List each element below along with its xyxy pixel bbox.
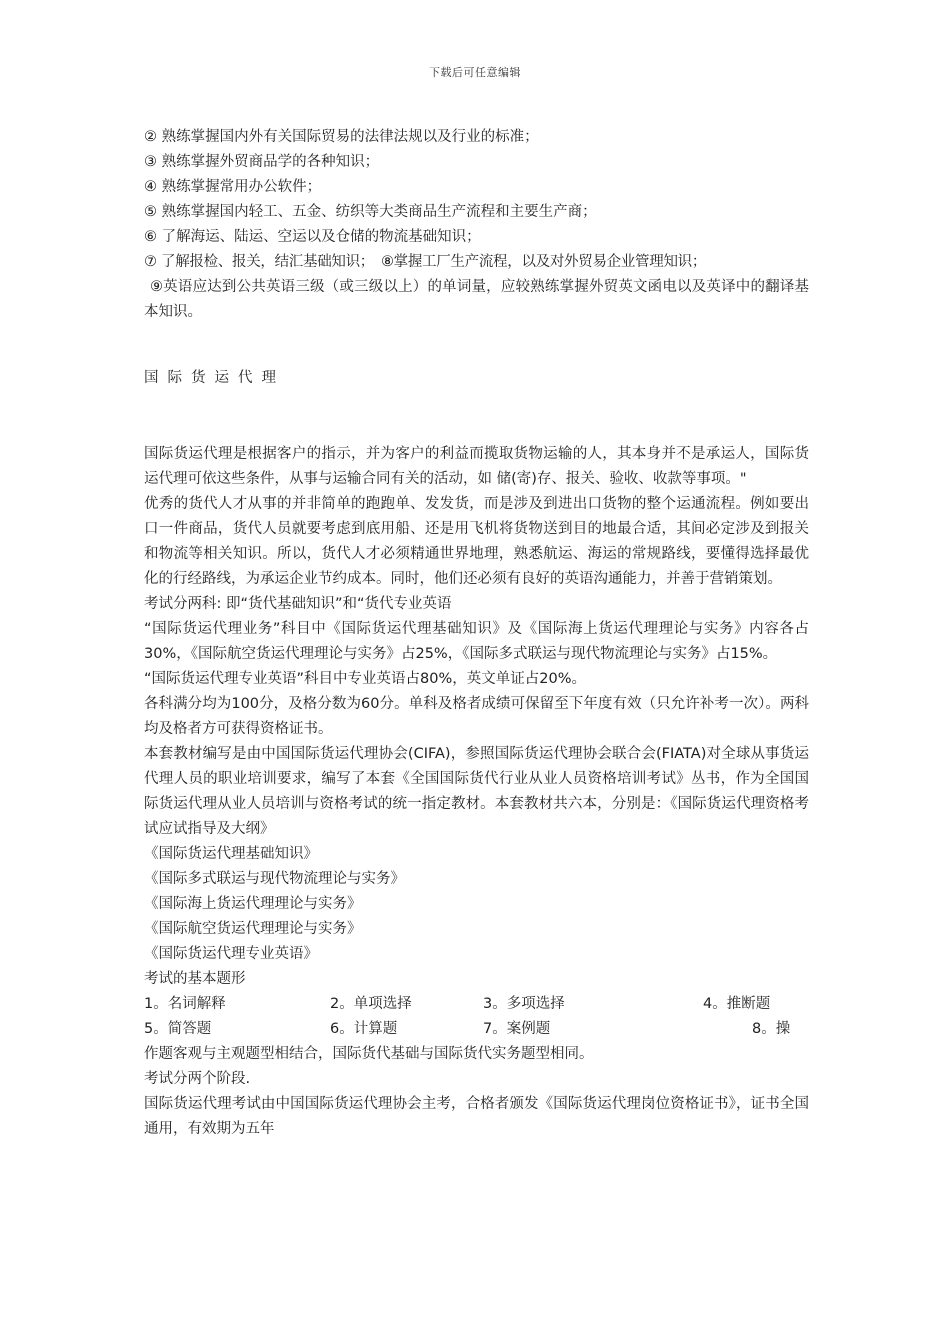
paragraph-textbooks: 本套教材编写是由中国国际货运代理协会(CIFA)，参照国际货运代理协会联合会(FIATA)对全球从事货运代理人员的职业培训要求，编写了本套《全国国际货代行业从业人员资格培训考试》丛书，作为全国国际货运代理从业人员培训与资格考试的统一指定教材。本套教材共六本，分别是：《国际货运代理资格考试应试指导及大纲》 [144, 746, 809, 837]
question-type: 5。简答题 [144, 1021, 212, 1037]
list-item: ⑤ 熟练掌握国内轻工、五金、纺织等大类商品生产流程和主要生产商； [144, 204, 597, 220]
requirements-list [144, 125, 809, 325]
question-type: 4。推断题 [703, 996, 771, 1012]
question-types-row [144, 1017, 809, 1042]
question-type: 2。单项选择 [330, 996, 412, 1012]
book-title: 《国际多式联运与现代物流理论与实务》 [144, 871, 405, 887]
book-title: 《国际航空货运代理理论与实务》 [144, 921, 362, 937]
list-item: ⑨英语应达到公共英语三级（或三级以上）的单词量，应较熟练掌握外贸英文函电以及英译中的翻译基本知识。 [144, 279, 809, 320]
section-title: 国际货运代理 [144, 370, 285, 386]
book-title: 《国际货运代理基础知识》 [144, 846, 318, 862]
book-title: 《国际海上货运代理理论与实务》 [144, 896, 362, 912]
question-types-note: 作题客观与主观题型相结合，国际货代基础与国际货代实务题型相同。 [144, 1046, 594, 1062]
list-item: ⑦ 了解报检、报关，结汇基础知识； ⑧掌握工厂生产流程，以及对外贸易企业管理知识； [144, 254, 707, 270]
question-type: 1。名词解释 [144, 996, 226, 1012]
main-body [144, 442, 809, 1142]
list-item: ④ 熟练掌握常用办公软件； [144, 179, 322, 195]
list-item: ② 熟练掌握国内外有关国际贸易的法律法规以及行业的标准； [144, 129, 539, 145]
paragraph-stages: 考试分两个阶段. [144, 1071, 251, 1087]
paragraph-passing: 各科满分均为100分，及格分数为60分。单科及格者成绩可保留至下年度有效（只允许补考一次）。两科均及格者方可获得资格证书。 [144, 696, 809, 737]
page-header: 下载后可任意编辑 [429, 66, 521, 79]
paragraph-definition: 国际货运代理是根据客户的指示，并为客户的利益而揽取货物运输的人，其本身并不是承运人，国际货运代理可依这些条件，从事与运输合同有关的活动，如 储(寄)存、报关、验收、收款等事项。" [144, 446, 809, 487]
paragraph-english-weights: “国际货运代理专业英语”科目中专业英语占80%，英文单证占20%。 [144, 671, 586, 687]
question-type: 7。案例题 [483, 1021, 551, 1037]
question-type: 3。多项选择 [483, 996, 565, 1012]
list-item: ⑥ 了解海运、陆运、空运以及仓储的物流基础知识； [144, 229, 481, 245]
question-types-heading: 考试的基本题形 [144, 971, 246, 987]
book-title: 《国际货运代理专业英语》 [144, 946, 318, 962]
question-types-row [144, 992, 809, 1017]
paragraph-subjects: 考试分两科: 即“货代基础知识”和“货代专业英语 [144, 596, 452, 612]
paragraph-talent: 优秀的货代人才从事的并非简单的跑跑单、发发货，而是涉及到进出口货物的整个运通流程。例如要出口一件商品，货代人员就要考虑到底用船、还是用飞机将货物送到目的地最合适，其间必定涉及到报关和物流等相关知识。所以，货代人才必须精通世界地理，熟悉航运、海运的常规路线，要懂得选择最优化的行经路线，为承运企业节约成本。同时，他们还必须有良好的英语沟通能力，并善于营销策划。 [144, 496, 809, 587]
list-item: ③ 熟练掌握外贸商品学的各种知识； [144, 154, 380, 170]
question-type: 6。计算题 [330, 1021, 398, 1037]
question-type: 8。操 [752, 1021, 791, 1037]
paragraph-certificate: 国际货运代理考试由中国国际货运代理协会主考，合格者颁发《国际货运代理岗位资格证书》，证书全国通用，有效期为五年 [144, 1096, 809, 1137]
paragraph-business-weights: “国际货运代理业务”科目中《国际货运代理基础知识》及《国际海上货运代理理论与实务》内容各占30%，《国际航空货运代理理论与实务》占25%，《国际多式联运与现代物流理论与实务》占15%。 [144, 621, 809, 662]
